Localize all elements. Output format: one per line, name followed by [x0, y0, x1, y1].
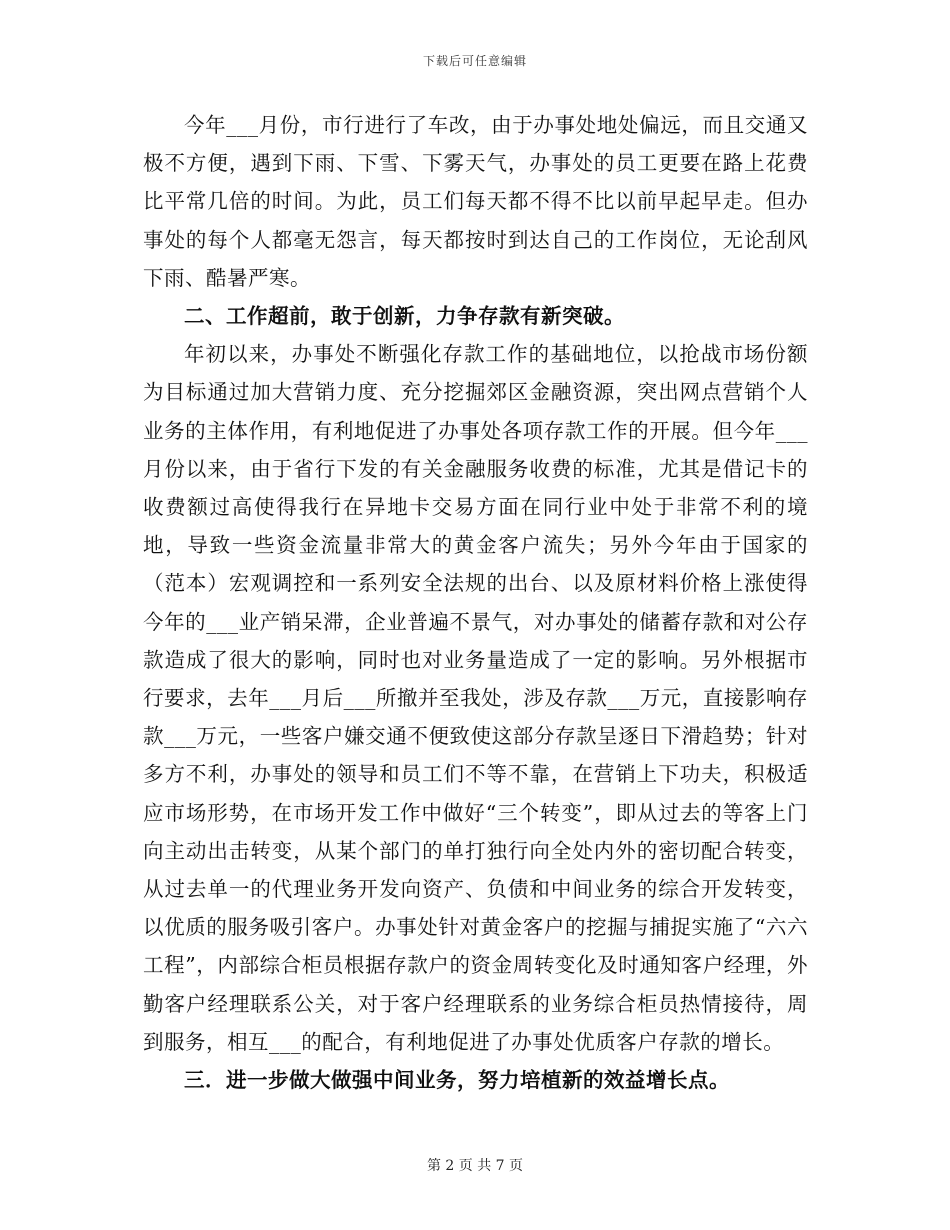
section-heading-intermediate-business: 三．进一步做大做强中间业务，努力培植新的效益增长点。 — [184, 1068, 730, 1093]
page-header-note: 下载后可任意编辑 — [422, 54, 527, 68]
section-heading-deposits: 二、工作超前，敢于创新，力争存款有新突破。 — [184, 304, 625, 329]
paragraph-commute: 今年___月份，市行进行了车改，由于办事处地处偏远，而且交通又极不方便，遇到下雨、下雪、下雾天气，办事处的员工更要在路上花费比平常几倍的时间。为此，员工们每天都不得不比以前早起早走。但办事处的每个人都毫无怨言，每天都按时到达自己的工作岗位，无论刮风下雨、酷暑严寒。 — [143, 113, 808, 290]
page-number: 第 2 页 共 7 页 — [426, 1158, 524, 1174]
paragraph-deposits: 年初以来，办事处不断强化存款工作的基础地位，以抢战市场份额为目标通过加大营销力度、充分挖掘郊区金融资源，突出网点营销个人业务的主体作用，有利地促进了办事处各项存款工作的开展。但今年___月份以来，由于省行下发的有关金融服务收费的标准，尤其是借记卡的收费额过高使得我行在异地卡交易方面在同行业中处于非常不利的境地，导致一些资金流量非常大的黄金客户流失；另外今年由于国家的（范本）宏观调控和一系列安全法规的出台、以及原材料价格上涨使得今年的___业产销呆滞，企业普遍不景气，对办事处的储蓄存款和对公存款造成了很大的影响，同时也对业务量造成了一定的影响。另外根据市行要求，去年___月后___所撤并至我处，涉及存款___万元，直接影响存款___万元，一些客户嫌交通不便致使这部分存款呈逐日下滑趋势；针对多方不利，办事处的领导和员工们不等不靠，在营销上下功夫，积极适应市场形势，在市场开发工作中做好“三个转变”，即从过去的等客上门向主动出击转变，从某个部门的单打独行向全处内外的密切配合转变，从过去单一的代理业务开发向资产、负债和中间业务的综合开发转变，以优质的服务吸引客户。办事处针对黄金客户的挖掘与捕捉实施了“六六工程”，内部综合柜员根据存款户的资金周转变化及时通知客户经理，外勤客户经理联系公关，对于客户经理联系的业务综合柜员热情接待，周到服务，相互___的配合，有利地促进了办事处优质客户存款的增长。 — [143, 342, 808, 1054]
document-body — [143, 106, 808, 1099]
